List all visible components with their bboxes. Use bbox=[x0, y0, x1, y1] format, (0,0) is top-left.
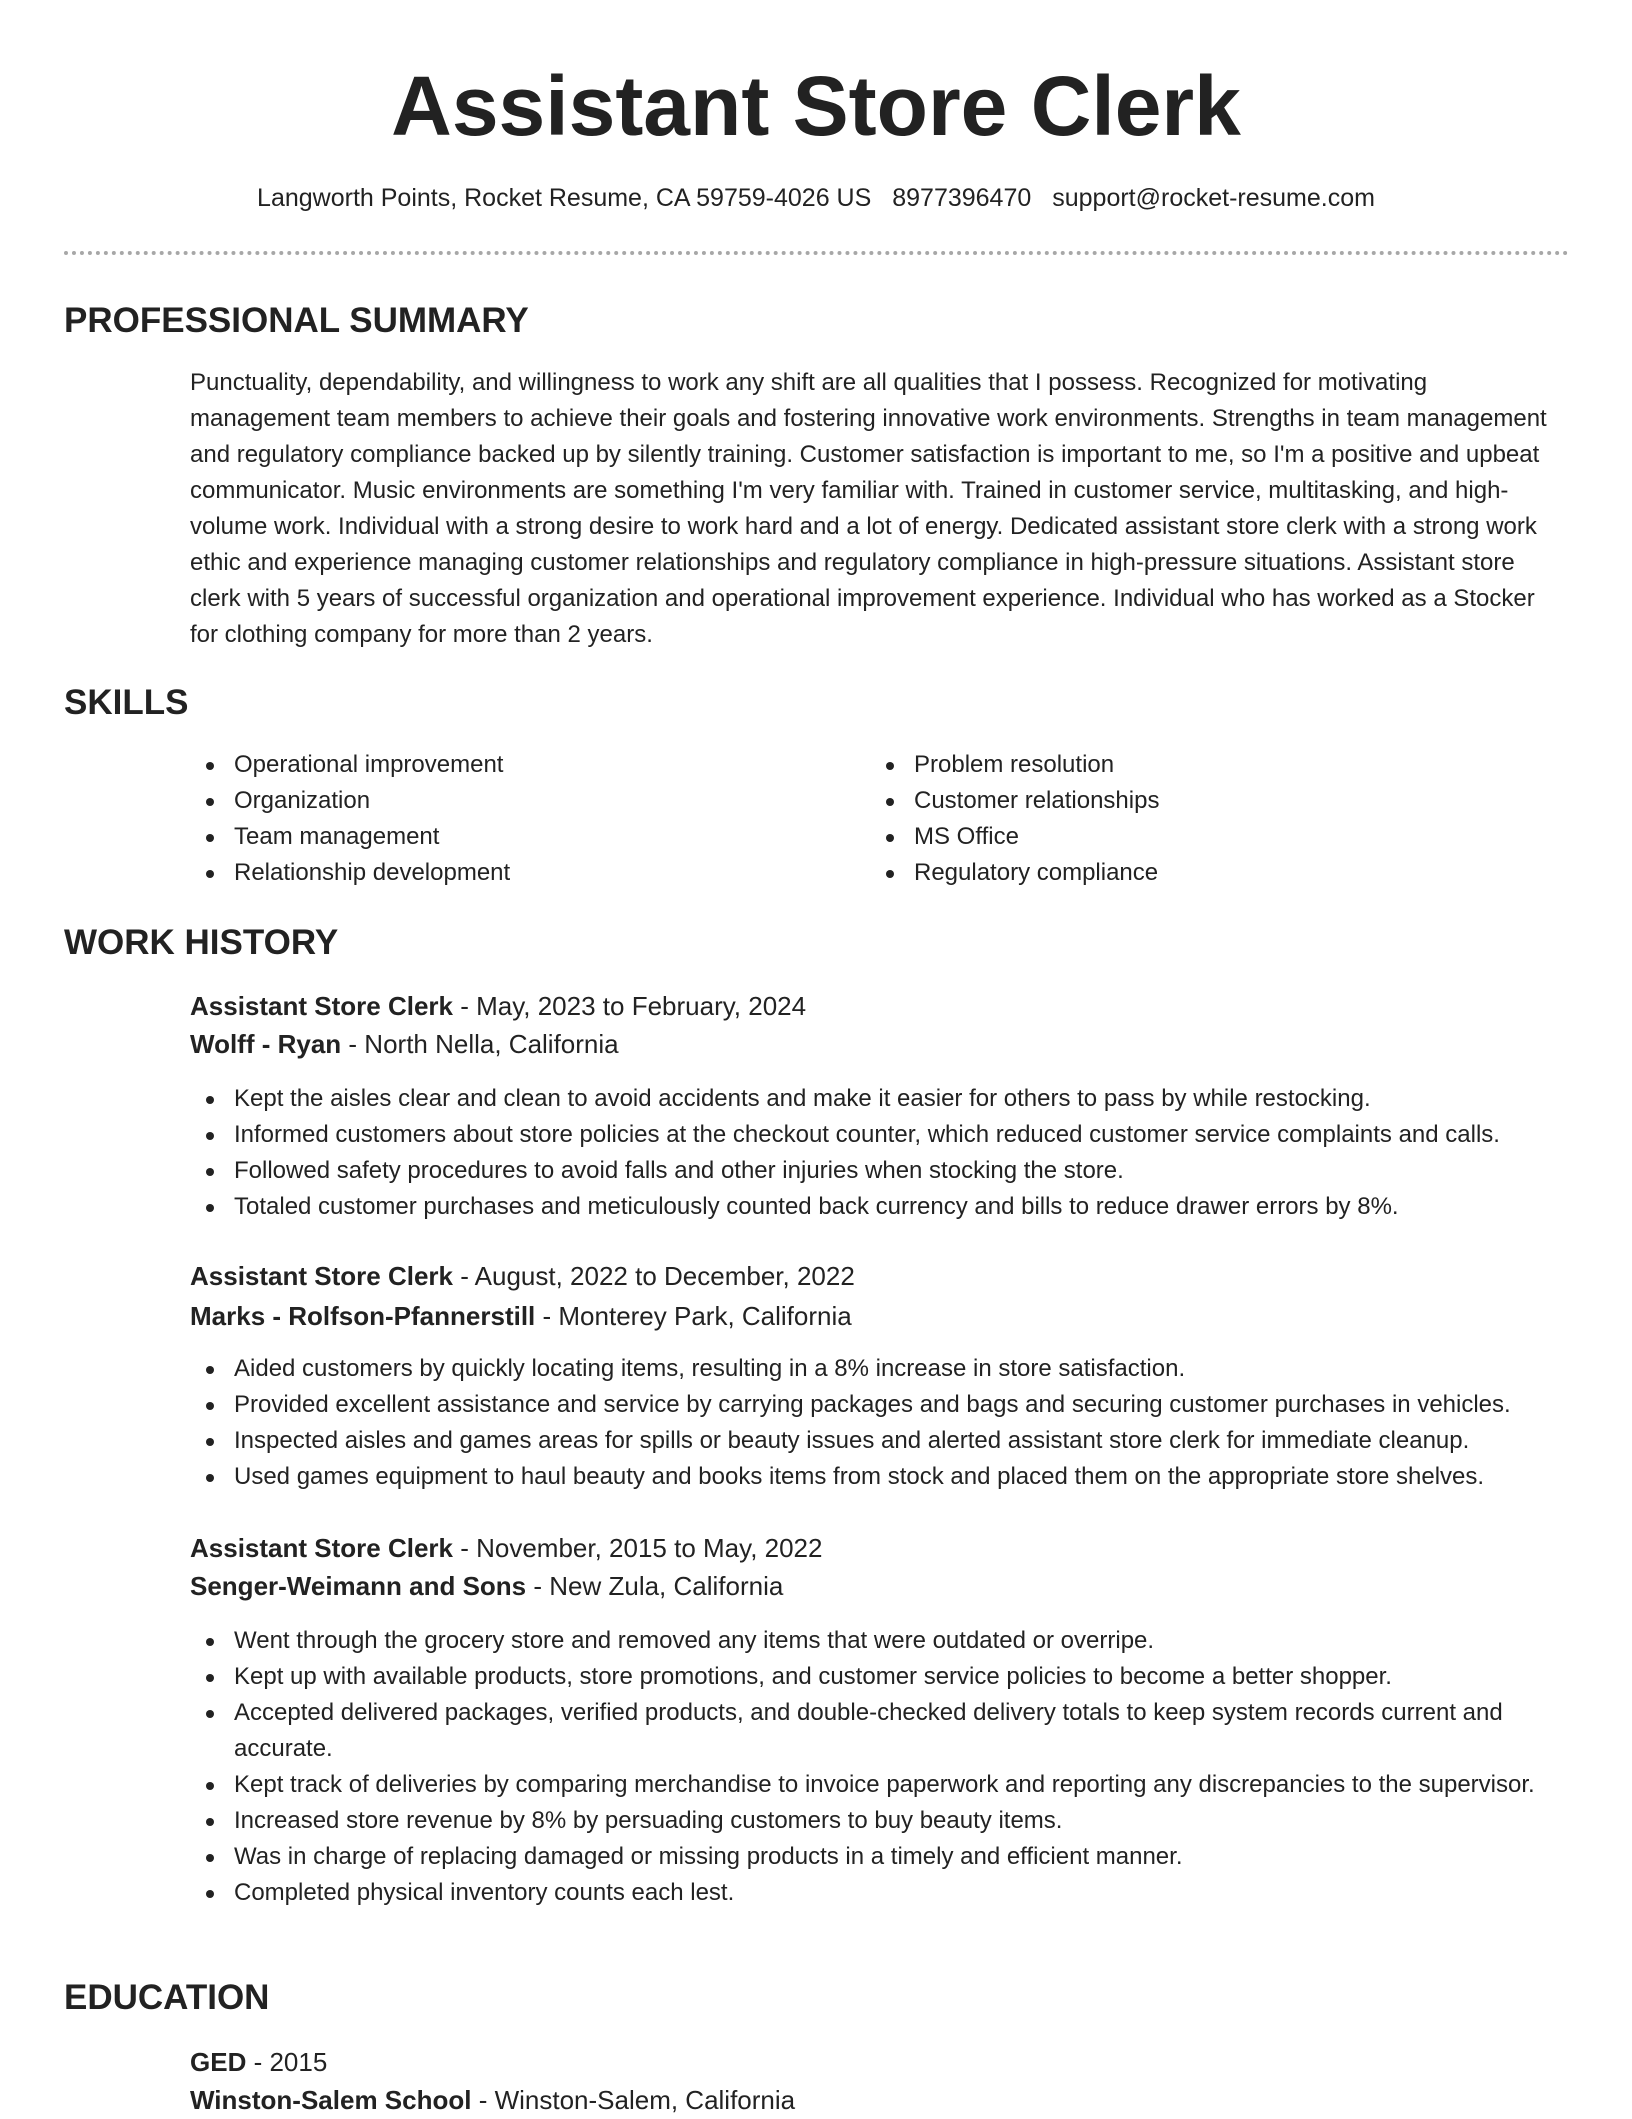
job-bullet: Aided customers by quickly locating items, resulting in a 8% increase in store satisfaction. bbox=[190, 1351, 1570, 1387]
job-bullet: Kept the aisles clear and clean to avoid accidents and make it easier for others to pass by while restocking. bbox=[190, 1081, 1570, 1117]
job-role: Assistant Store Clerk bbox=[190, 1533, 453, 1563]
education-degree: GED bbox=[190, 2047, 247, 2077]
job-bullets bbox=[190, 1351, 1570, 1495]
education-degree-line bbox=[190, 2043, 1560, 2081]
job-bullet: Went through the grocery store and removed any items that were outdated or overripe. bbox=[190, 1623, 1570, 1659]
job-company: Marks - Rolfson-Pfannerstill bbox=[190, 1301, 536, 1331]
job-company-line bbox=[190, 1297, 1560, 1335]
education-school: Winston-Salem School bbox=[190, 2085, 472, 2115]
skill-item: Organization bbox=[190, 783, 830, 819]
skill-item: Team management bbox=[190, 819, 830, 855]
job-title-line bbox=[190, 987, 1560, 1025]
skill-item: MS Office bbox=[870, 819, 1510, 855]
contact-line bbox=[0, 178, 1632, 218]
summary-text: Punctuality, dependability, and willingness to work any shift are all qualities that I possess. Recognized for motivating management team members to achieve their goals and fostering innovative work environments. Strengths in team management and regulatory compliance backed up by silently training. Customer satisfaction is important to me, so I'm a positive and upbeat communicator. Music environments are something I'm very familiar with. Trained in customer service, multitasking, and high-volume work. Individual with a strong desire to work hard and a lot of energy. Dedicated assistant store clerk with a strong work ethic and experience managing customer relationships and regulatory compliance in high-pressure situations. Assistant store clerk with 5 years of successful organization and operational improvement experience. Individual who has worked as a Stocker for clothing company for more than 2 years. bbox=[190, 369, 1547, 648]
job-title-line bbox=[190, 1529, 1560, 1567]
job-company: Wolff - Ryan bbox=[190, 1029, 342, 1059]
contact-address: Langworth Points, Rocket Resume, CA 59759-4026 US bbox=[257, 184, 872, 212]
job-location: - Monterey Park, California bbox=[535, 1301, 852, 1331]
education-location: - Winston-Salem, California bbox=[471, 2085, 796, 2115]
skill-item: Problem resolution bbox=[870, 747, 1510, 783]
education-year: - 2015 bbox=[246, 2047, 328, 2077]
skill-item: Relationship development bbox=[190, 855, 830, 891]
job-bullet: Informed customers about store policies at the checkout counter, which reduced customer service complaints and calls. bbox=[190, 1117, 1570, 1153]
job-bullets bbox=[190, 1081, 1570, 1225]
job-company-line bbox=[190, 1567, 1560, 1605]
job-company: Senger-Weimann and Sons bbox=[190, 1571, 527, 1601]
job-bullet: Provided excellent assistance and service by carrying packages and bags and securing customer purchases in vehicles. bbox=[190, 1387, 1570, 1423]
job-location: - North Nella, California bbox=[341, 1029, 619, 1059]
job-location: - New Zula, California bbox=[526, 1571, 784, 1601]
header-divider bbox=[64, 251, 1569, 255]
skills-left-column bbox=[190, 747, 830, 891]
job-bullet: Increased store revenue by 8% by persuading customers to buy beauty items. bbox=[190, 1803, 1570, 1839]
job-dates: - August, 2022 to December, 2022 bbox=[452, 1261, 855, 1291]
skills-left-list bbox=[190, 747, 830, 891]
contact-email: support@rocket-resume.com bbox=[1052, 184, 1375, 212]
job-bullet: Was in charge of replacing damaged or missing products in a timely and efficient manner. bbox=[190, 1839, 1570, 1875]
contact-phone: 8977396470 bbox=[892, 184, 1032, 212]
job-company-line bbox=[190, 1025, 1560, 1063]
job-role: Assistant Store Clerk bbox=[190, 991, 453, 1021]
education-heading: EDUCATION bbox=[64, 1978, 270, 2017]
education-school-line bbox=[190, 2081, 1560, 2119]
job-title-line bbox=[190, 1257, 1560, 1295]
job-dates: - November, 2015 to May, 2022 bbox=[452, 1533, 823, 1563]
work-history-heading: WORK HISTORY bbox=[64, 923, 339, 962]
skills-right-list bbox=[870, 747, 1510, 891]
job-bullet: Inspected aisles and games areas for spills or beauty issues and alerted assistant store clerk for immediate cleanup. bbox=[190, 1423, 1570, 1459]
job-bullet: Used games equipment to haul beauty and books items from stock and placed them on the appropriate store shelves. bbox=[190, 1459, 1570, 1495]
skill-item: Customer relationships bbox=[870, 783, 1510, 819]
job-bullet: Totaled customer purchases and meticulously counted back currency and bills to reduce drawer errors by 8%. bbox=[190, 1189, 1570, 1225]
skill-item: Operational improvement bbox=[190, 747, 830, 783]
job-bullet: Kept track of deliveries by comparing merchandise to invoice paperwork and reporting any discrepancies to the supervisor. bbox=[190, 1767, 1570, 1803]
summary-heading: PROFESSIONAL SUMMARY bbox=[64, 301, 529, 340]
resume-name: Assistant Store Clerk bbox=[391, 59, 1241, 153]
job-role: Assistant Store Clerk bbox=[190, 1261, 453, 1291]
job-bullets bbox=[190, 1623, 1570, 1911]
skills-right-column bbox=[870, 747, 1510, 891]
skills-heading: SKILLS bbox=[64, 683, 189, 722]
job-bullet: Accepted delivered packages, verified products, and double-checked delivery totals to keep system records current and accurate. bbox=[190, 1695, 1570, 1767]
skill-item: Regulatory compliance bbox=[870, 855, 1510, 891]
job-dates: - May, 2023 to February, 2024 bbox=[452, 991, 807, 1021]
job-bullet: Kept up with available products, store promotions, and customer service policies to become a better shopper. bbox=[190, 1659, 1570, 1695]
job-bullet: Followed safety procedures to avoid falls and other injuries when stocking the store. bbox=[190, 1153, 1570, 1189]
job-bullet: Completed physical inventory counts each lest. bbox=[190, 1875, 1570, 1911]
